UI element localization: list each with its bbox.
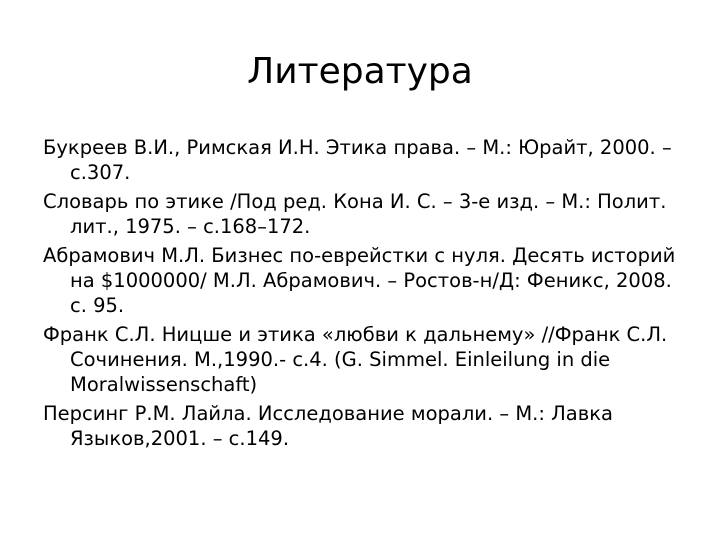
reference-item: Букреев В.И., Римская И.Н. Этика права. – М.: Юрайт, 2000. – с.307.: [43, 136, 672, 184]
reference-list: [43, 135, 683, 455]
reference-item: Абрамович М.Л. Бизнес по-еврейстки с нуля. Десять историй на $1000000/ М.Л. Абрамович. – Ростов-н/Д: Феникс, 2008. с. 95.: [43, 244, 676, 317]
reference-item: Персинг Р.М. Лайла. Исследование морали. – М.: Лавка Языков,2001. – с.149.: [43, 402, 613, 450]
reference-item: Словарь по этике /Под ред. Кона И. С. – 3-е изд. – М.: Полит. лит., 1975. – с.168–172.: [43, 190, 667, 238]
reference-item: Франк С.Л. Ницше и этика «любви к дальнему» //Франк С.Л. Сочинения. М.,1990.- с.4. (G. Simmel. Einleilung in die Moralwissenschaft): [43, 323, 668, 396]
slide-title: Литература: [247, 51, 473, 92]
